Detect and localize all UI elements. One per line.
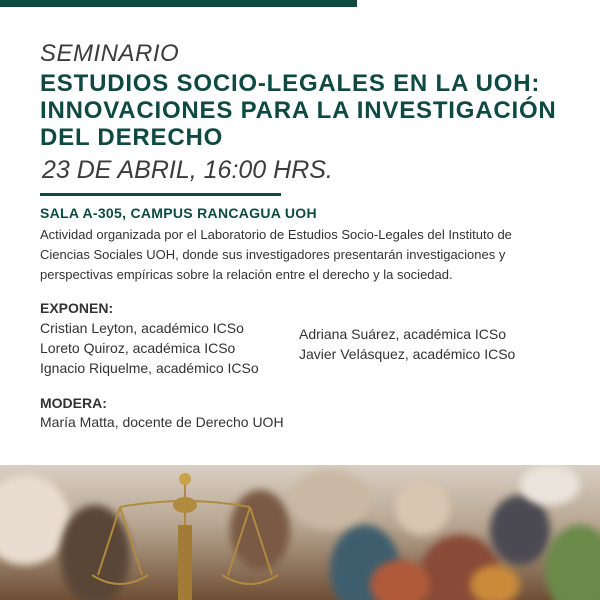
date-underline <box>40 193 281 196</box>
event-title <box>40 70 580 151</box>
top-accent-bar <box>0 0 357 7</box>
description-line-2: Ciencias Sociales UOH, donde sus investigadores presentarán investigaciones y <box>40 247 506 262</box>
title-line-3: DEL DERECHO <box>40 124 224 151</box>
scales-of-justice-icon <box>0 465 600 600</box>
speaker-5: Javier Velásquez, académico ICSo <box>299 346 516 362</box>
moderator-name: María Matta, docente de Derecho UOH <box>40 414 284 430</box>
event-type-label: SEMINARIO <box>40 40 180 67</box>
speaker-2: Loreto Quiroz, académica ICSo <box>40 340 236 356</box>
title-line-2: INNOVACIONES PARA LA INVESTIGACIÓN <box>40 97 557 124</box>
crowd-scales-photo <box>0 465 600 600</box>
event-date: 23 DE ABRIL, 16:00 HRS. <box>42 156 333 184</box>
speaker-4: Adriana Suárez, académica ICSo <box>299 326 506 342</box>
description-line-1: Actividad organizada por el Laboratorio de Estudios Socio-Legales del Instituto de <box>40 227 512 242</box>
description-line-3: perspectivas empíricas sobre la relación entre el derecho y la sociedad. <box>40 267 453 282</box>
moderator-label: MODERA: <box>40 395 107 411</box>
speaker-3: Ignacio Riquelme, académico ICSo <box>40 360 259 376</box>
event-description <box>40 225 560 285</box>
speaker-1: Cristian Leyton, académico ICSo <box>40 320 244 336</box>
event-venue: SALA A-305, CAMPUS RANCAGUA UOH <box>40 205 317 221</box>
title-line-1: ESTUDIOS SOCIO-LEGALES EN LA UOH: <box>40 70 541 97</box>
speakers-label: EXPONEN: <box>40 300 114 316</box>
